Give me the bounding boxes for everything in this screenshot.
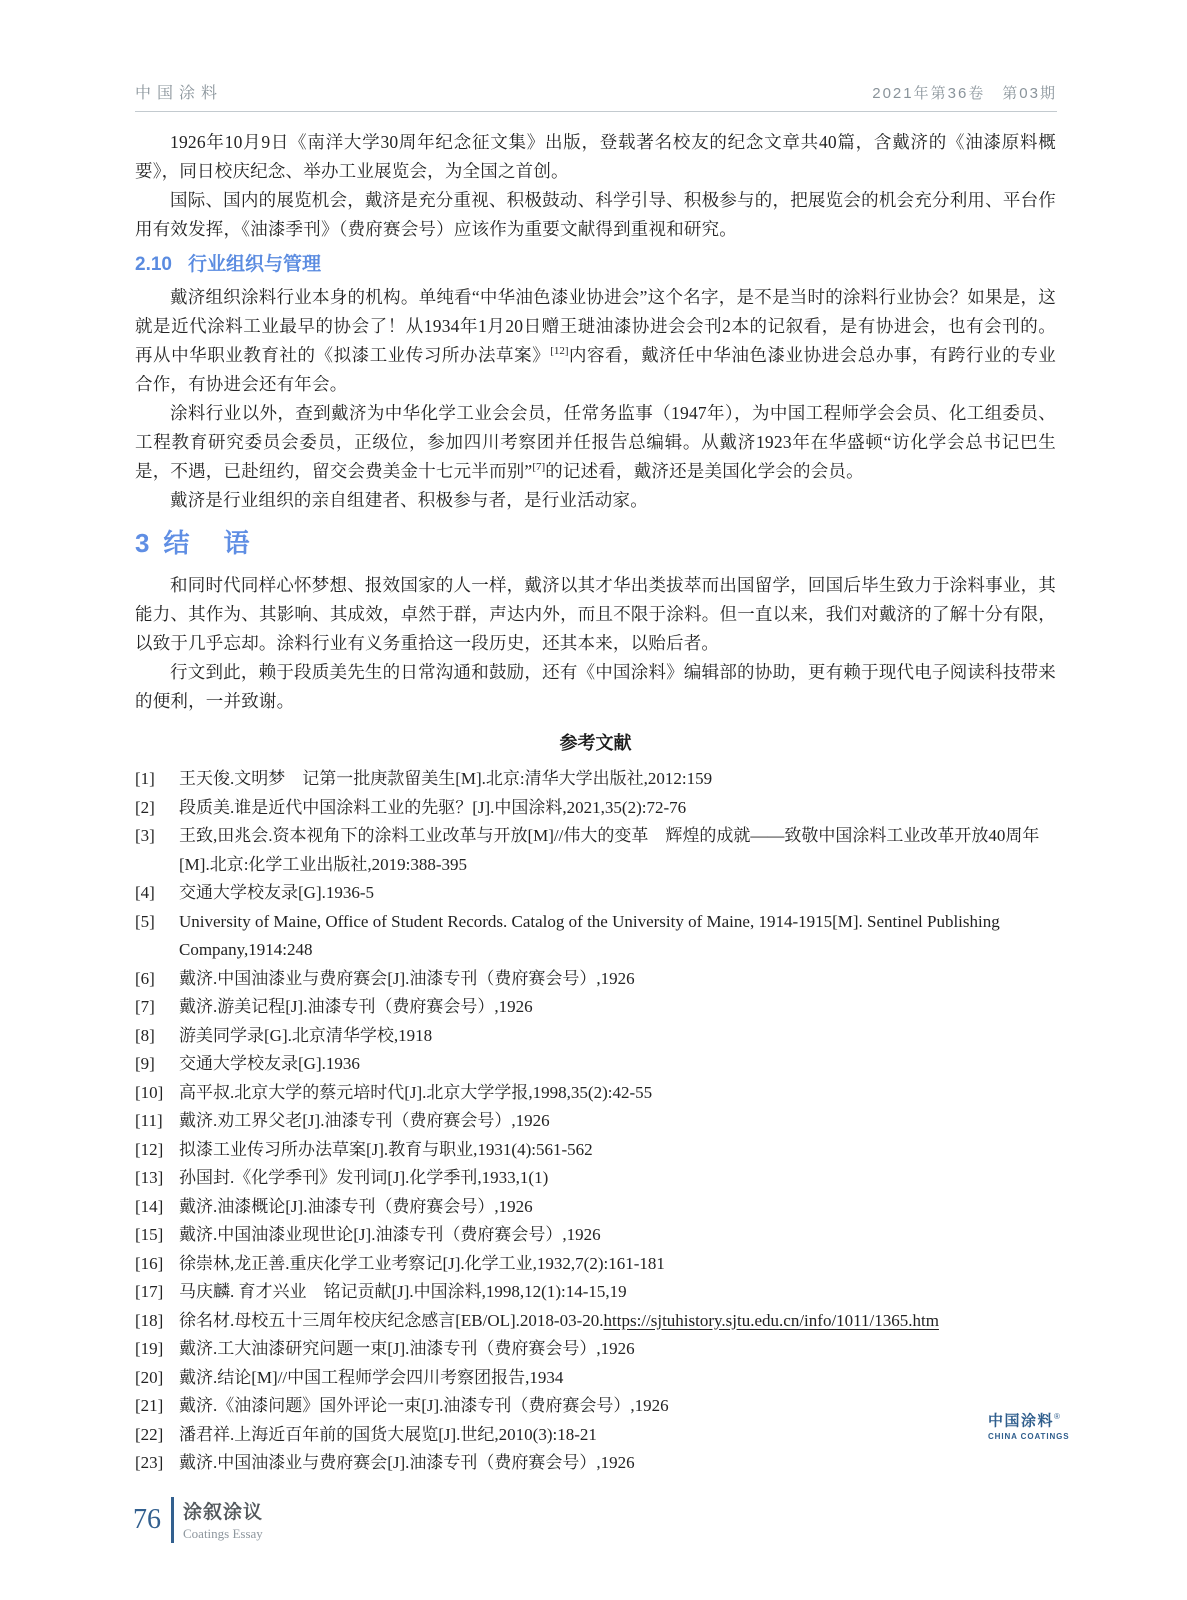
china-coatings-logo [988, 1412, 1070, 1441]
reference-item [135, 1193, 1056, 1222]
reference-text: 王天俊.文明梦 记第一批庚款留美生[M].北京:清华大学出版社,2012:159 [179, 769, 713, 788]
paragraph-text: 的记述看，戴济还是美国化学会的会员。 [545, 461, 864, 481]
body-paragraph [135, 399, 1056, 486]
reference-item [135, 1364, 1056, 1393]
body-paragraph: 戴济是行业组织的亲自组建者、积极参与者，是行业活动家。 [170, 490, 648, 510]
reference-item [135, 1221, 1056, 1250]
reference-number: [17] [135, 1282, 164, 1301]
page-number: 76 [133, 1504, 161, 1535]
issue-info: 2021年第36卷 第03期 [872, 85, 1057, 102]
body-paragraph: 行文到此，赖于段质美先生的日常沟通和鼓励，还有《中国涂料》编辑部的协助，更有赖于现代电子阅读科技带来的便利，一并致谢。 [135, 662, 1056, 711]
reference-text: 徐崇林,龙正善.重庆化学工业考察记[J].化学工业,1932,7(2):161-181 [179, 1253, 665, 1273]
column-title-cn: 涂叙涂议 [183, 1502, 264, 1523]
reference-number: [16] [135, 1253, 164, 1273]
reference-text: 交通大学校友录[G].1936 [179, 1054, 360, 1073]
reference-text: 戴济.工大油漆研究问题一束[J].油漆专刊（费府赛会号）,1926 [179, 1339, 635, 1358]
reference-item [135, 1307, 1056, 1336]
reference-item [135, 993, 1056, 1022]
reference-text: 马庆麟. 育才兴业 铭记贡献[J].中国涂料,1998,12(1):14-15,19 [179, 1282, 627, 1301]
reference-number: [9] [135, 1054, 155, 1073]
reference-number: [21] [135, 1396, 164, 1415]
reference-number: [13] [135, 1168, 164, 1187]
reference-item [135, 765, 1056, 794]
body-paragraph: 和同时代同样心怀梦想、报效国家的人一样，戴济以其才华出类拔萃而出国留学，回国后毕生致力于涂料事业，其能力、其作为、其影响、其成效，卓然于群，声达内外，而且不限于涂料。但一直以来，我们对戴济的了解十分有限，以致于几乎忘却。涂料行业有义务重拾这一段历史，还其本来，以贻后者。 [135, 575, 1056, 653]
registered-trademark-icon: ® [1054, 1412, 1060, 1421]
citation-superscript: [7] [532, 461, 546, 474]
reference-number: [1] [135, 769, 155, 788]
reference-text: 戴济.中国油漆业现世论[J].油漆专刊（费府赛会号）,1926 [179, 1225, 601, 1244]
reference-text: University of Maine, Office of Student Records. Catalog of the University of Maine, 1914-1915[M]. Sentinel Publishing Company,1914:248 [179, 911, 1000, 959]
reference-item [135, 1079, 1056, 1108]
reference-item [135, 794, 1056, 823]
reference-text: 戴济.油漆概论[J].油漆专刊（费府赛会号）,1926 [179, 1196, 533, 1216]
reference-number: [3] [135, 826, 155, 845]
reference-text: 高平叔.北京大学的蔡元培时代[J].北京大学学报,1998,35(2):42-55 [179, 1082, 653, 1102]
reference-number: [4] [135, 883, 155, 902]
reference-number: [20] [135, 1367, 164, 1387]
reference-item [135, 1392, 1056, 1421]
page-header [135, 80, 1057, 112]
logo-en-text: CHINA COATINGS [988, 1431, 1070, 1441]
reference-number: [8] [135, 1025, 155, 1045]
reference-item [135, 1050, 1056, 1079]
reference-number: [10] [135, 1082, 164, 1102]
reference-number: [19] [135, 1339, 164, 1358]
reference-number: [6] [135, 968, 155, 988]
reference-number: [22] [135, 1424, 164, 1444]
reference-item [135, 1335, 1056, 1364]
reference-number: [5] [135, 911, 155, 931]
reference-number: [15] [135, 1225, 164, 1244]
reference-text: 戴济.劝工界父老[J].油漆专刊（费府赛会号）,1926 [179, 1111, 550, 1130]
reference-item [135, 1107, 1056, 1136]
reference-text: 王致,田兆会.资本视角下的涂料工业改革与开放[M]//伟大的变革 辉煌的成就——致敬中国涂料工业改革开放40周年[M].北京:化学工业出版社,2019:388-395 [179, 826, 1040, 874]
reference-text: 戴济.结论[M]//中国工程师学会四川考察团报告,1934 [179, 1367, 564, 1387]
reference-number: [2] [135, 797, 155, 817]
reference-text: 戴济.中国油漆业与费府赛会[J].油漆专刊（费府赛会号）,1926 [179, 1453, 635, 1472]
reference-item [135, 1449, 1056, 1478]
main-content [135, 128, 1056, 1478]
reference-number: [7] [135, 997, 155, 1016]
body-paragraph [135, 283, 1056, 399]
reference-item [135, 1278, 1056, 1307]
section-title: 结 语 [163, 528, 254, 558]
section-number: 3 [135, 528, 150, 558]
reference-text-part: 徐名材.母校五十三周年校庆纪念感言[EB/OL].2018-03-20. [179, 1310, 604, 1330]
references-title: 参考文献 [559, 733, 632, 753]
paragraph-text: 戴济组织涂料行业本身的机构。单纯看“中华油色漆业协进会”这个名字，是不是当时的涂料行业协会？如果是，这就是近代涂料工业最早的协会了！从1934年1月20日赠王琎油漆协进会会刊2本的记叙看，是有协进会，也有会刊的。再从中华职业教育社的《拟漆工业传习所办法草案》 [135, 287, 1056, 365]
section-number: 2.10 [135, 254, 172, 275]
reference-text: 戴济.《油漆问题》国外评论一束[J].油漆专刊（费府赛会号）,1926 [179, 1396, 669, 1415]
reference-item [135, 1022, 1056, 1051]
reference-item [135, 1421, 1056, 1450]
reference-item [135, 1136, 1056, 1165]
column-title-en: Coatings Essay [183, 1526, 263, 1541]
reference-text: 交通大学校友录[G].1936-5 [179, 883, 375, 902]
section-heading-3 [135, 527, 1056, 559]
reference-text: 戴济.中国油漆业与费府赛会[J].油漆专刊（费府赛会号）,1926 [179, 968, 635, 988]
section-title: 行业组织与管理 [187, 254, 321, 275]
reference-url: https://sjtuhistory.sjtu.edu.cn/info/1011/1365.htm [603, 1310, 939, 1330]
page-footer [133, 1497, 263, 1543]
body-paragraph: 国际、国内的展览机会，戴济是充分重视、积极鼓动、科学引导、积极参与的，把展览会的机会充分利用、平台作用有效发挥，《油漆季刊》（费府赛会号）应该作为重要文献得到重视和研究。 [135, 190, 1056, 239]
reference-text: 潘君祥.上海近百年前的国货大展览[J].世纪,2010(3):18-21 [179, 1424, 597, 1444]
reference-item [135, 879, 1056, 908]
reference-item [135, 1250, 1056, 1279]
reference-item [135, 1164, 1056, 1193]
reference-text: 游美同学录[G].北京清华学校,1918 [179, 1025, 433, 1045]
reference-item [135, 965, 1056, 994]
reference-text: 孙国封.《化学季刊》发刊词[J].化学季刊,1933,1(1) [179, 1168, 549, 1187]
journal-name: 中国涂料 [135, 85, 224, 102]
reference-item [135, 822, 1056, 879]
reference-text: 戴济.游美记程[J].油漆专刊（费府赛会号）,1926 [179, 997, 533, 1016]
reference-text: 段质美.谁是近代中国涂料工业的先驱？[J].中国涂料,2021,35(2):72-76 [179, 797, 687, 817]
reference-number: [14] [135, 1196, 164, 1216]
section-heading-2-10 [135, 249, 1056, 276]
citation-superscript: [12] [550, 345, 569, 358]
reference-list [135, 765, 1056, 1478]
paragraph-text: 涂料行业以外，查到戴济为中华化学工业会会员，任常务监事（1947年），为中国工程师学会会员、化工组委员、工程教育研究委员会委员，正级位，参加四川考察团并任报告总编辑。从戴济1923年在华盛顿“访化学会总书记巴生是，不遇，已赴纽约，留交会费美金十七元半而别” [135, 403, 1056, 481]
footer-divider [171, 1497, 174, 1543]
logo-cn-text: 中国涂料 [988, 1412, 1055, 1430]
body-paragraph: 1926年10月9日《南洋大学30周年纪念征文集》出版，登载著名校友的纪念文章共40篇，含戴济的《油漆原料概要》，同日校庆纪念、举办工业展览会，为全国之首创。 [135, 132, 1056, 181]
reference-number: [11] [135, 1111, 163, 1130]
reference-number: [12] [135, 1139, 164, 1159]
reference-text [179, 1307, 1056, 1336]
reference-number: [23] [135, 1453, 164, 1472]
paragraph-text: 内容看，戴济任中华油色漆业协进会总办事，有跨行业的专业合作，有协进会还有年会。 [135, 345, 1056, 394]
reference-number: [18] [135, 1310, 164, 1330]
reference-item [135, 908, 1056, 965]
reference-text: 拟漆工业传习所办法草案[J].教育与职业,1931(4):561-562 [179, 1139, 593, 1159]
